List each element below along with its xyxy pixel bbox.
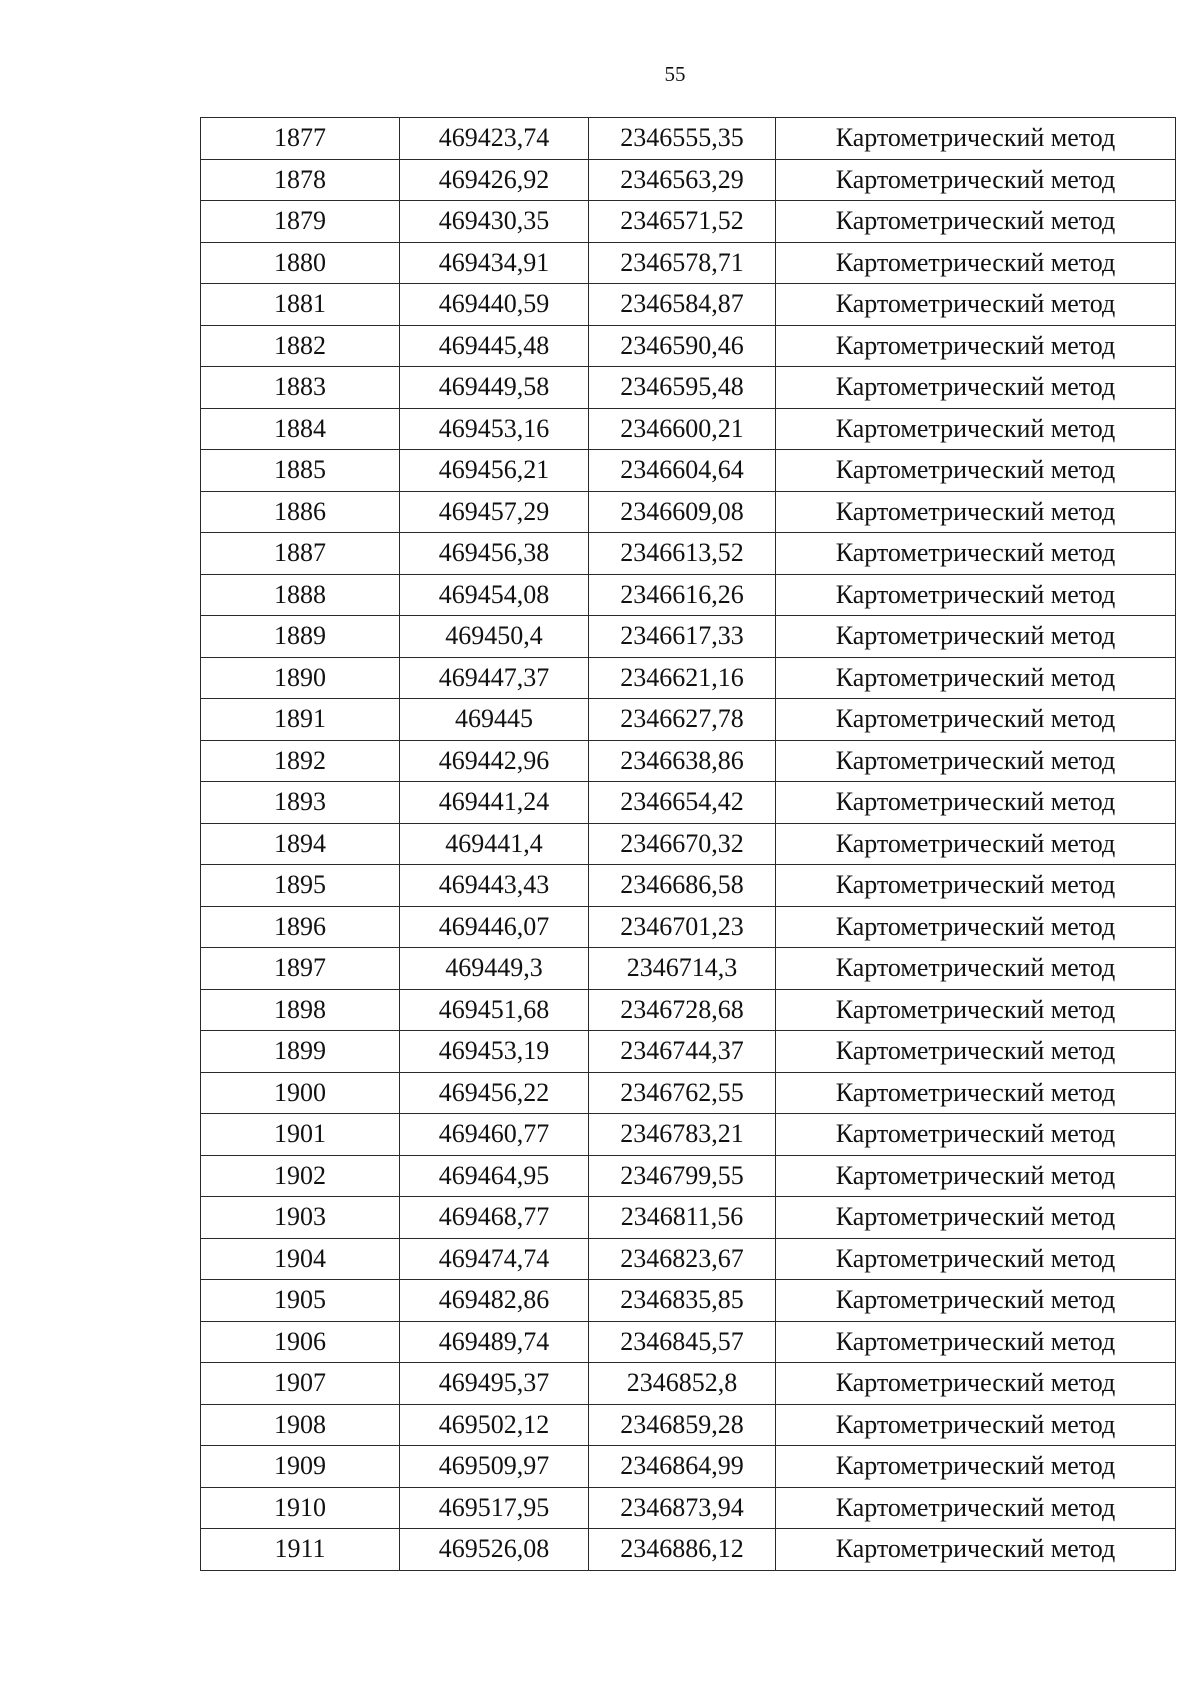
y-coordinate-cell: 2346859,28 [589,1404,776,1446]
table-row [201,1404,1176,1446]
method-cell: Картометрический метод [776,1072,1176,1114]
table-row [201,616,1176,658]
x-coordinate-cell: 469442,96 [400,740,589,782]
x-coordinate-cell: 469453,19 [400,1031,589,1073]
x-coordinate-cell: 469430,35 [400,201,589,243]
table-row [201,1446,1176,1488]
y-coordinate-cell: 2346627,78 [589,699,776,741]
method-cell: Картометрический метод [776,989,1176,1031]
x-coordinate-cell: 469456,22 [400,1072,589,1114]
y-coordinate-cell: 2346744,37 [589,1031,776,1073]
y-coordinate-cell: 2346600,21 [589,408,776,450]
method-cell: Картометрический метод [776,948,1176,990]
x-coordinate-cell: 469464,95 [400,1155,589,1197]
table-row [201,1280,1176,1322]
point-number-cell: 1893 [201,782,400,824]
point-number-cell: 1902 [201,1155,400,1197]
method-cell: Картометрический метод [776,118,1176,160]
y-coordinate-cell: 2346563,29 [589,159,776,201]
x-coordinate-cell: 469474,74 [400,1238,589,1280]
method-cell: Картометрический метод [776,201,1176,243]
y-coordinate-cell: 2346638,86 [589,740,776,782]
method-cell: Картометрический метод [776,823,1176,865]
y-coordinate-cell: 2346823,67 [589,1238,776,1280]
y-coordinate-cell: 2346595,48 [589,367,776,409]
method-cell: Картометрический метод [776,1529,1176,1571]
table-row [201,242,1176,284]
method-cell: Картометрический метод [776,906,1176,948]
y-coordinate-cell: 2346873,94 [589,1487,776,1529]
y-coordinate-cell: 2346617,33 [589,616,776,658]
point-number-cell: 1903 [201,1197,400,1239]
point-number-cell: 1877 [201,118,400,160]
method-cell: Картометрический метод [776,616,1176,658]
method-cell: Картометрический метод [776,533,1176,575]
table-row [201,574,1176,616]
point-number-cell: 1882 [201,325,400,367]
table-row [201,865,1176,907]
y-coordinate-cell: 2346845,57 [589,1321,776,1363]
x-coordinate-cell: 469443,43 [400,865,589,907]
x-coordinate-cell: 469449,58 [400,367,589,409]
point-number-cell: 1892 [201,740,400,782]
x-coordinate-cell: 469434,91 [400,242,589,284]
point-number-cell: 1881 [201,284,400,326]
y-coordinate-cell: 2346654,42 [589,782,776,824]
method-cell: Картометрический метод [776,657,1176,699]
table-row [201,906,1176,948]
point-number-cell: 1911 [201,1529,400,1571]
table-row [201,1363,1176,1405]
y-coordinate-cell: 2346852,8 [589,1363,776,1405]
y-coordinate-cell: 2346604,64 [589,450,776,492]
x-coordinate-cell: 469495,37 [400,1363,589,1405]
x-coordinate-cell: 469451,68 [400,989,589,1031]
y-coordinate-cell: 2346714,3 [589,948,776,990]
x-coordinate-cell: 469423,74 [400,118,589,160]
point-number-cell: 1909 [201,1446,400,1488]
y-coordinate-cell: 2346590,46 [589,325,776,367]
table-row [201,1031,1176,1073]
method-cell: Картометрический метод [776,1155,1176,1197]
method-cell: Картометрический метод [776,1031,1176,1073]
y-coordinate-cell: 2346799,55 [589,1155,776,1197]
method-cell: Картометрический метод [776,1197,1176,1239]
point-number-cell: 1895 [201,865,400,907]
point-number-cell: 1910 [201,1487,400,1529]
point-number-cell: 1901 [201,1114,400,1156]
method-cell: Картометрический метод [776,1487,1176,1529]
x-coordinate-cell: 469502,12 [400,1404,589,1446]
x-coordinate-cell: 469489,74 [400,1321,589,1363]
point-number-cell: 1888 [201,574,400,616]
point-number-cell: 1900 [201,1072,400,1114]
y-coordinate-cell: 2346686,58 [589,865,776,907]
table-row [201,1155,1176,1197]
coordinates-table [200,117,1176,1571]
x-coordinate-cell: 469441,24 [400,782,589,824]
point-number-cell: 1885 [201,450,400,492]
method-cell: Картометрический метод [776,1280,1176,1322]
point-number-cell: 1899 [201,1031,400,1073]
method-cell: Картометрический метод [776,367,1176,409]
point-number-cell: 1907 [201,1363,400,1405]
y-coordinate-cell: 2346571,52 [589,201,776,243]
table-row [201,1114,1176,1156]
y-coordinate-cell: 2346864,99 [589,1446,776,1488]
method-cell: Картометрический метод [776,408,1176,450]
y-coordinate-cell: 2346609,08 [589,491,776,533]
x-coordinate-cell: 469482,86 [400,1280,589,1322]
x-coordinate-cell: 469509,97 [400,1446,589,1488]
x-coordinate-cell: 469457,29 [400,491,589,533]
method-cell: Картометрический метод [776,699,1176,741]
table-row [201,408,1176,450]
x-coordinate-cell: 469447,37 [400,657,589,699]
table-row [201,118,1176,160]
point-number-cell: 1897 [201,948,400,990]
point-number-cell: 1908 [201,1404,400,1446]
method-cell: Картометрический метод [776,1238,1176,1280]
method-cell: Картометрический метод [776,740,1176,782]
table-row [201,491,1176,533]
table-row [201,284,1176,326]
x-coordinate-cell: 469445 [400,699,589,741]
method-cell: Картометрический метод [776,1446,1176,1488]
y-coordinate-cell: 2346783,21 [589,1114,776,1156]
page-number: 55 [664,62,686,86]
y-coordinate-cell: 2346728,68 [589,989,776,1031]
x-coordinate-cell: 469441,4 [400,823,589,865]
x-coordinate-cell: 469450,4 [400,616,589,658]
method-cell: Картометрический метод [776,491,1176,533]
point-number-cell: 1904 [201,1238,400,1280]
method-cell: Картометрический метод [776,1363,1176,1405]
point-number-cell: 1890 [201,657,400,699]
y-coordinate-cell: 2346811,56 [589,1197,776,1239]
x-coordinate-cell: 469446,07 [400,906,589,948]
table-row [201,533,1176,575]
point-number-cell: 1883 [201,367,400,409]
table-row [201,657,1176,699]
x-coordinate-cell: 469456,21 [400,450,589,492]
point-number-cell: 1880 [201,242,400,284]
x-coordinate-cell: 469440,59 [400,284,589,326]
x-coordinate-cell: 469456,38 [400,533,589,575]
point-number-cell: 1906 [201,1321,400,1363]
table-row [201,1072,1176,1114]
x-coordinate-cell: 469449,3 [400,948,589,990]
point-number-cell: 1894 [201,823,400,865]
table-row [201,948,1176,990]
method-cell: Картометрический метод [776,1404,1176,1446]
y-coordinate-cell: 2346701,23 [589,906,776,948]
table-row [201,367,1176,409]
point-number-cell: 1898 [201,989,400,1031]
table-row [201,823,1176,865]
point-number-cell: 1896 [201,906,400,948]
coordinates-table-body [201,118,1176,1571]
method-cell: Картометрический метод [776,574,1176,616]
point-number-cell: 1887 [201,533,400,575]
point-number-cell: 1878 [201,159,400,201]
y-coordinate-cell: 2346886,12 [589,1529,776,1571]
y-coordinate-cell: 2346555,35 [589,118,776,160]
method-cell: Картометрический метод [776,1114,1176,1156]
method-cell: Картометрический метод [776,325,1176,367]
point-number-cell: 1886 [201,491,400,533]
y-coordinate-cell: 2346616,26 [589,574,776,616]
y-coordinate-cell: 2346621,16 [589,657,776,699]
table-row [201,782,1176,824]
point-number-cell: 1879 [201,201,400,243]
y-coordinate-cell: 2346584,87 [589,284,776,326]
point-number-cell: 1889 [201,616,400,658]
x-coordinate-cell: 469453,16 [400,408,589,450]
method-cell: Картометрический метод [776,865,1176,907]
method-cell: Картометрический метод [776,284,1176,326]
point-number-cell: 1884 [201,408,400,450]
x-coordinate-cell: 469445,48 [400,325,589,367]
method-cell: Картометрический метод [776,1321,1176,1363]
table-row [201,325,1176,367]
x-coordinate-cell: 469526,08 [400,1529,589,1571]
y-coordinate-cell: 2346670,32 [589,823,776,865]
x-coordinate-cell: 469517,95 [400,1487,589,1529]
x-coordinate-cell: 469426,92 [400,159,589,201]
x-coordinate-cell: 469468,77 [400,1197,589,1239]
table-row [201,989,1176,1031]
point-number-cell: 1891 [201,699,400,741]
table-row [201,1321,1176,1363]
method-cell: Картометрический метод [776,782,1176,824]
table-row [201,201,1176,243]
table-row [201,1197,1176,1239]
table-row [201,450,1176,492]
table-row [201,159,1176,201]
point-number-cell: 1905 [201,1280,400,1322]
y-coordinate-cell: 2346835,85 [589,1280,776,1322]
x-coordinate-cell: 469460,77 [400,1114,589,1156]
y-coordinate-cell: 2346762,55 [589,1072,776,1114]
method-cell: Картометрический метод [776,242,1176,284]
method-cell: Картометрический метод [776,159,1176,201]
table-row [201,699,1176,741]
table-row [201,1529,1176,1571]
y-coordinate-cell: 2346613,52 [589,533,776,575]
x-coordinate-cell: 469454,08 [400,574,589,616]
method-cell: Картометрический метод [776,450,1176,492]
table-row [201,1487,1176,1529]
table-row [201,1238,1176,1280]
table-row [201,740,1176,782]
y-coordinate-cell: 2346578,71 [589,242,776,284]
